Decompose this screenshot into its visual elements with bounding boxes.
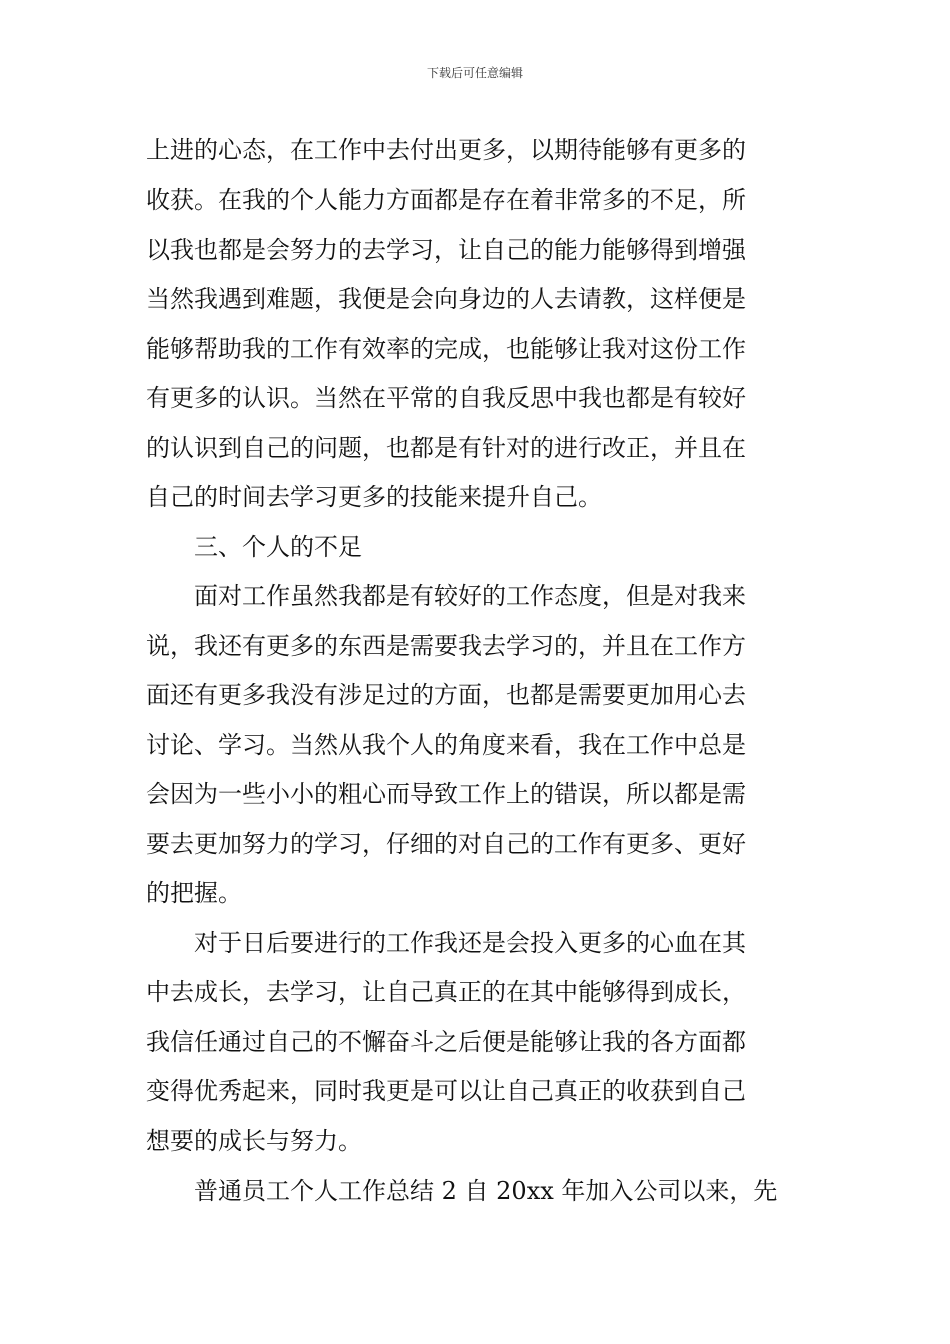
text-line: 想要的成长与努力。 bbox=[146, 1127, 362, 1155]
text-line: 面还有更多我没有涉足过的方面，也都是需要更加用心去 bbox=[146, 681, 746, 709]
text-line: 收获。在我的个人能力方面都是存在着非常多的不足，所 bbox=[146, 186, 746, 214]
text-line: 讨论、学习。当然从我个人的角度来看，我在工作中总是 bbox=[146, 731, 746, 759]
text-line: 我信任通过自己的不懈奋斗之后便是能够让我的各方面都 bbox=[146, 1028, 746, 1056]
text-line: 以我也都是会努力的去学习，让自己的能力能够得到增强 bbox=[146, 236, 746, 264]
text-line: 的认识到自己的问题，也都是有针对的进行改正，并且在 bbox=[146, 434, 746, 462]
text-line: 当然我遇到难题，我便是会向身边的人去请教，这样便是 bbox=[146, 285, 746, 313]
text-line: 说，我还有更多的东西是需要我去学习的，并且在工作方 bbox=[146, 632, 746, 660]
paragraph-start: 对于日后要进行的工作我还是会投入更多的心血在其 bbox=[194, 929, 746, 957]
text-line: 的把握。 bbox=[146, 879, 242, 907]
section-heading: 三、个人的不足 bbox=[194, 533, 362, 561]
text-line: 有更多的认识。当然在平常的自我反思中我也都是有较好 bbox=[146, 384, 746, 412]
paragraph-start: 面对工作虽然我都是有较好的工作态度，但是对我来 bbox=[194, 582, 746, 610]
text-line: 要去更加努力的学习，仔细的对自己的工作有更多、更好 bbox=[146, 830, 746, 858]
page-header: 下载后可任意编辑 bbox=[426, 66, 523, 80]
paragraph-start: 普通员工个人工作总结 2 自 20xx 年加入公司以来，先 bbox=[194, 1177, 778, 1205]
text-line: 变得优秀起来，同时我更是可以让自己真正的收获到自己 bbox=[146, 1077, 746, 1105]
text-line: 自己的时间去学习更多的技能来提升自己。 bbox=[146, 483, 602, 511]
text-line: 上进的心态，在工作中去付出更多，以期待能够有更多的 bbox=[146, 136, 746, 164]
text-line: 能够帮助我的工作有效率的完成，也能够让我对这份工作 bbox=[146, 335, 746, 363]
text-line: 中去成长，去学习，让自己真正的在其中能够得到成长， bbox=[146, 978, 746, 1006]
text-line: 会因为一些小小的粗心而导致工作上的错误，所以都是需 bbox=[146, 780, 746, 808]
